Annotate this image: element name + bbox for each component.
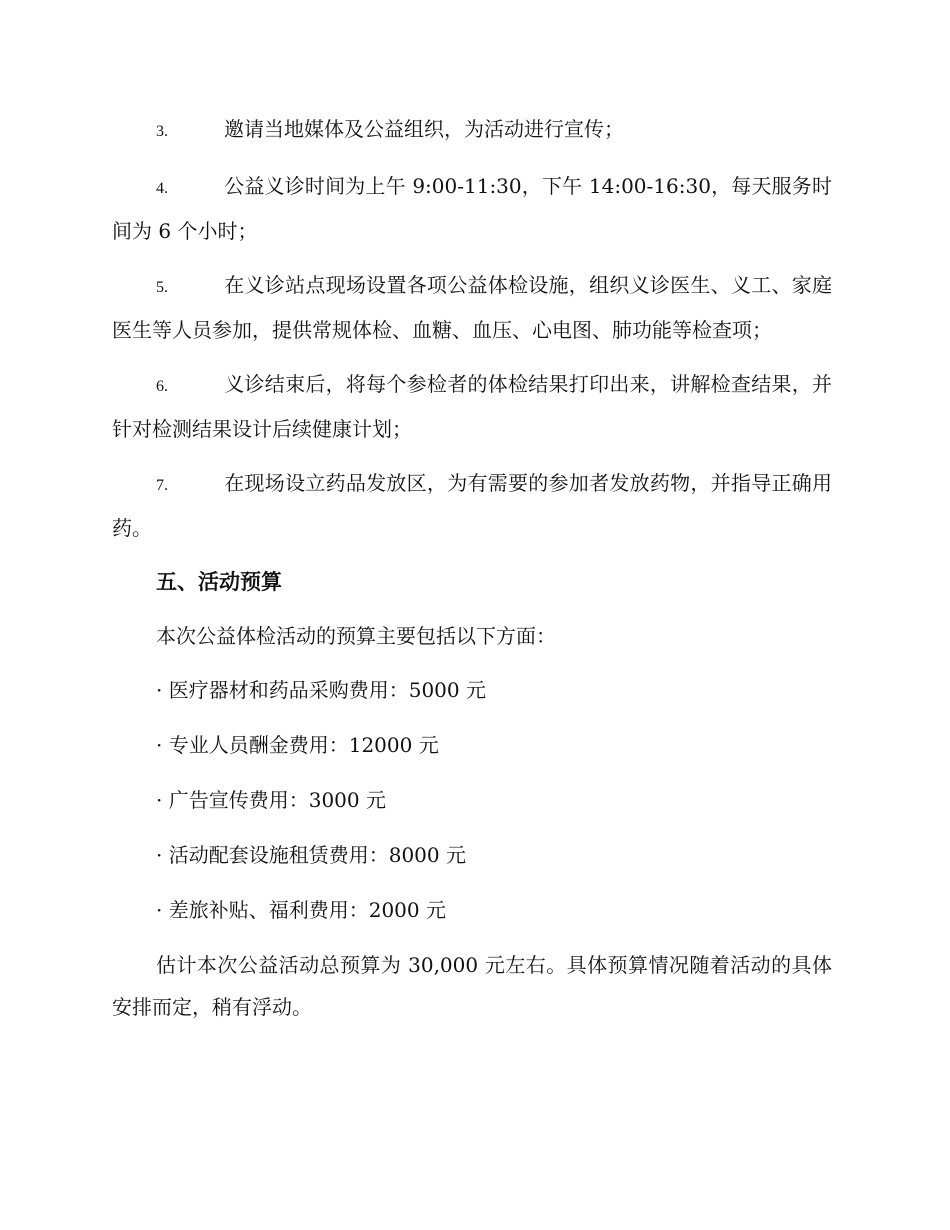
budget-summary: 估计本次公益活动总预算为 30,000 元左右。具体预算情况随着活动的具体安排而定，稍有浮动。 [112,953,832,1019]
step-number: 3. [156,123,168,140]
step-item [112,108,832,153]
step-item [112,462,832,549]
section-heading: 五、活动预算 [156,570,282,594]
budget-list [112,669,832,931]
step-text: 公益义诊时间为上午 9:00-11:30，下午 14:00-16:30，每天服务时间为 6 个小时； [112,174,832,243]
step-text: 邀请当地媒体及公益组织，为活动进行宣传； [224,117,624,141]
step-number: 6. [156,378,168,395]
budget-item: · 活动配套设施租赁费用：8000 元 [156,843,466,867]
step-number: 4. [156,180,168,197]
budget-item: · 医疗器材和药品采购费用：5000 元 [156,678,486,702]
budget-item: · 广告宣传费用：3000 元 [156,788,386,812]
step-text: 义诊结束后，将每个参检者的体检结果打印出来，讲解检查结果，并针对检测结果设计后续健康计划； [112,372,832,441]
step-item [112,165,832,252]
budget-intro: 本次公益体检活动的预算主要包括以下方面： [156,624,556,648]
step-item [112,264,832,351]
step-text: 在义诊站点现场设置各项公益体检设施，组织义诊医生、义工、家庭医生等人员参加，提供常规体检、血糖、血压、心电图、肺功能等检查项； [112,273,832,342]
step-number: 5. [156,279,168,296]
numbered-steps [112,108,832,549]
step-text: 在现场设立药品发放区，为有需要的参加者发放药物，并指导正确用药。 [112,471,832,540]
budget-item: · 专业人员酬金费用：12000 元 [156,733,439,757]
step-number: 7. [156,477,168,494]
budget-item: · 差旅补贴、福利费用：2000 元 [156,898,446,922]
step-item [112,363,832,450]
